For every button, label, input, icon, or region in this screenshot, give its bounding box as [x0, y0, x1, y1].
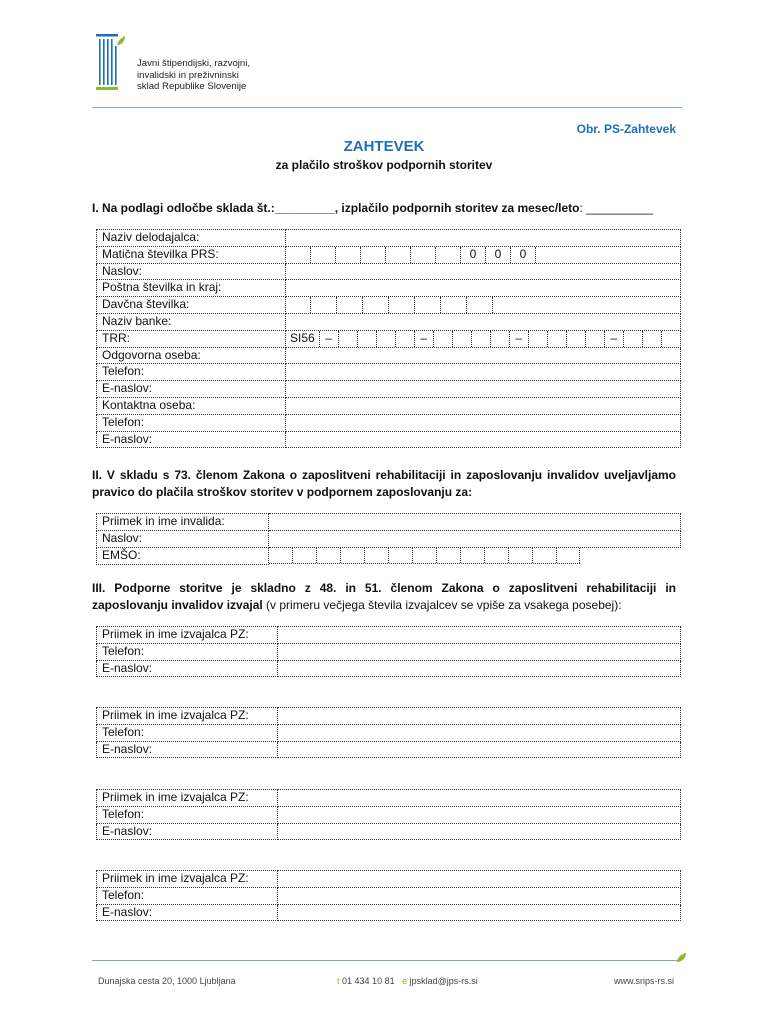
organization-name: Javni štipendijski, razvojni, invalidski in preživninski sklad Republike Slovenije	[137, 58, 251, 92]
table-row	[97, 724, 681, 741]
table-row	[97, 790, 681, 807]
table-row	[97, 246, 681, 263]
bank-name-field[interactable]	[286, 313, 681, 330]
table-row	[97, 364, 681, 381]
email-label: E-naslov:	[97, 660, 278, 677]
phone-label: Telefon:	[97, 806, 278, 823]
disabled-name-field[interactable]	[269, 514, 681, 531]
table-row	[97, 330, 681, 347]
provider-table	[96, 707, 681, 758]
employer-name-label: Naziv delodajalca:	[97, 230, 286, 247]
phone-label: Telefon:	[97, 724, 278, 741]
provider-name-field[interactable]	[278, 790, 681, 807]
section1-intro: I. Na podlagi odločbe sklada št.:_________, izplačilo podpornih storitev za mesec/leto: __________	[92, 201, 653, 215]
phone-field[interactable]	[278, 806, 681, 823]
trr-label: TRR:	[97, 330, 286, 347]
phone-label: Telefon:	[97, 414, 286, 431]
footer-address: Dunajska cesta 20, 1000 Ljubljana	[98, 976, 236, 986]
provider-name-field[interactable]	[278, 627, 681, 644]
trr-prefix: SI56	[286, 331, 320, 347]
page-title: ZAHTEVEK	[343, 138, 425, 155]
prs-digit-cell[interactable]: 0	[511, 247, 536, 263]
provider-name-label: Priimek in ime izvajalca PZ:	[97, 871, 278, 888]
header-divider	[92, 107, 682, 108]
phone-field[interactable]	[278, 643, 681, 660]
phone-field[interactable]	[278, 887, 681, 904]
table-row	[97, 347, 681, 364]
employer-name-field[interactable]	[286, 230, 681, 247]
postal-label: Poštna številka in kraj:	[97, 280, 286, 297]
provider-table	[96, 626, 681, 677]
table-row	[97, 230, 681, 247]
phone-label: Telefon:	[97, 887, 278, 904]
table-row	[97, 708, 681, 725]
table-row	[97, 381, 681, 398]
table-row	[97, 530, 681, 547]
leaf-icon	[677, 953, 686, 962]
email-label: E-naslov:	[97, 904, 278, 921]
prs-number-label: Matična številka PRS:	[97, 246, 286, 263]
table-row	[97, 514, 681, 531]
emso-label: EMŠO:	[97, 547, 269, 564]
table-row	[97, 823, 681, 840]
footer-phone: 01 434 10 81	[342, 976, 395, 986]
email-label: E-naslov:	[97, 823, 278, 840]
footer-website-link[interactable]: www.srips-rs.si	[614, 976, 674, 986]
table-row	[97, 643, 681, 660]
table-row	[97, 887, 681, 904]
provider-table	[96, 789, 681, 840]
address-label: Naslov:	[97, 530, 269, 547]
fund-logo-icon	[96, 34, 126, 92]
provider-table	[96, 870, 681, 921]
email-label: E-naslov:	[97, 431, 286, 448]
table-row	[97, 280, 681, 297]
phone-field[interactable]	[286, 364, 681, 381]
tax-number-label: Davčna številka:	[97, 297, 286, 314]
trr-field[interactable]: SI56 – – – –	[286, 330, 681, 347]
footer-divider	[92, 960, 678, 961]
table-row	[97, 547, 681, 564]
table-row	[97, 627, 681, 644]
email-field[interactable]	[278, 660, 681, 677]
footer-contact: t 01 434 10 81 e jpsklad@jps-rs.si	[337, 976, 478, 986]
email-label: E-naslov:	[97, 741, 278, 758]
address-label: Naslov:	[97, 263, 286, 280]
table-row	[97, 397, 681, 414]
disabled-name-label: Priimek in ime invalida:	[97, 514, 269, 531]
responsible-person-field[interactable]	[286, 347, 681, 364]
phone-field[interactable]	[286, 414, 681, 431]
email-field[interactable]	[286, 431, 681, 448]
emso-field[interactable]	[269, 547, 681, 564]
phone-label: Telefon:	[97, 643, 278, 660]
table-row	[97, 660, 681, 677]
phone-label: Telefon:	[97, 364, 286, 381]
table-row	[97, 297, 681, 314]
postal-field[interactable]	[286, 280, 681, 297]
table-row	[97, 741, 681, 758]
table-row	[97, 263, 681, 280]
prs-digit-cell[interactable]: 0	[486, 247, 511, 263]
footer-email[interactable]: jpsklad@jps-rs.si	[409, 976, 478, 986]
provider-name-label: Priimek in ime izvajalca PZ:	[97, 708, 278, 725]
contact-person-field[interactable]	[286, 397, 681, 414]
form-code: Obr. PS-Zahtevek	[576, 122, 676, 136]
table-row	[97, 313, 681, 330]
table-row	[97, 871, 681, 888]
responsible-person-label: Odgovorna oseba:	[97, 347, 286, 364]
provider-name-label: Priimek in ime izvajalca PZ:	[97, 790, 278, 807]
prs-digit-cell[interactable]: 0	[461, 247, 486, 263]
table-row	[97, 806, 681, 823]
employer-table	[96, 229, 681, 448]
email-field[interactable]	[286, 381, 681, 398]
address-field[interactable]	[269, 530, 681, 547]
phone-field[interactable]	[278, 724, 681, 741]
table-row	[97, 904, 681, 921]
email-field[interactable]	[278, 904, 681, 921]
section2-intro: II. V skladu s 73. členom Zakona o zaposlitveni rehabilitaciji in zaposlovanju invalidov uveljavljamo pravico do plačila stroškov storitev v podpornem zaposlovanju za:	[92, 468, 676, 499]
email-label: E-naslov:	[97, 381, 286, 398]
address-field[interactable]	[286, 263, 681, 280]
provider-name-field[interactable]	[278, 871, 681, 888]
tax-number-field[interactable]	[286, 297, 681, 314]
prs-number-field[interactable]	[286, 246, 681, 263]
table-row	[97, 414, 681, 431]
provider-name-label: Priimek in ime izvajalca PZ:	[97, 627, 278, 644]
provider-name-field[interactable]	[278, 708, 681, 725]
email-field[interactable]	[278, 823, 681, 840]
email-field[interactable]	[278, 741, 681, 758]
disabled-person-table	[96, 513, 681, 565]
section3-intro: III. Podporne storitve je skladno z 48. in 51. členom Zakona o zaposlitveni rehabilitaciji in zaposlovanju invalidov izvajal (v primeru večjega števila izvajalcev se vpiše za vsakega posebej):	[92, 581, 676, 612]
page-subtitle: za plačilo stroškov podpornih storitev	[275, 158, 493, 172]
table-row	[97, 431, 681, 448]
bank-name-label: Naziv banke:	[97, 313, 286, 330]
contact-person-label: Kontaktna oseba:	[97, 397, 286, 414]
